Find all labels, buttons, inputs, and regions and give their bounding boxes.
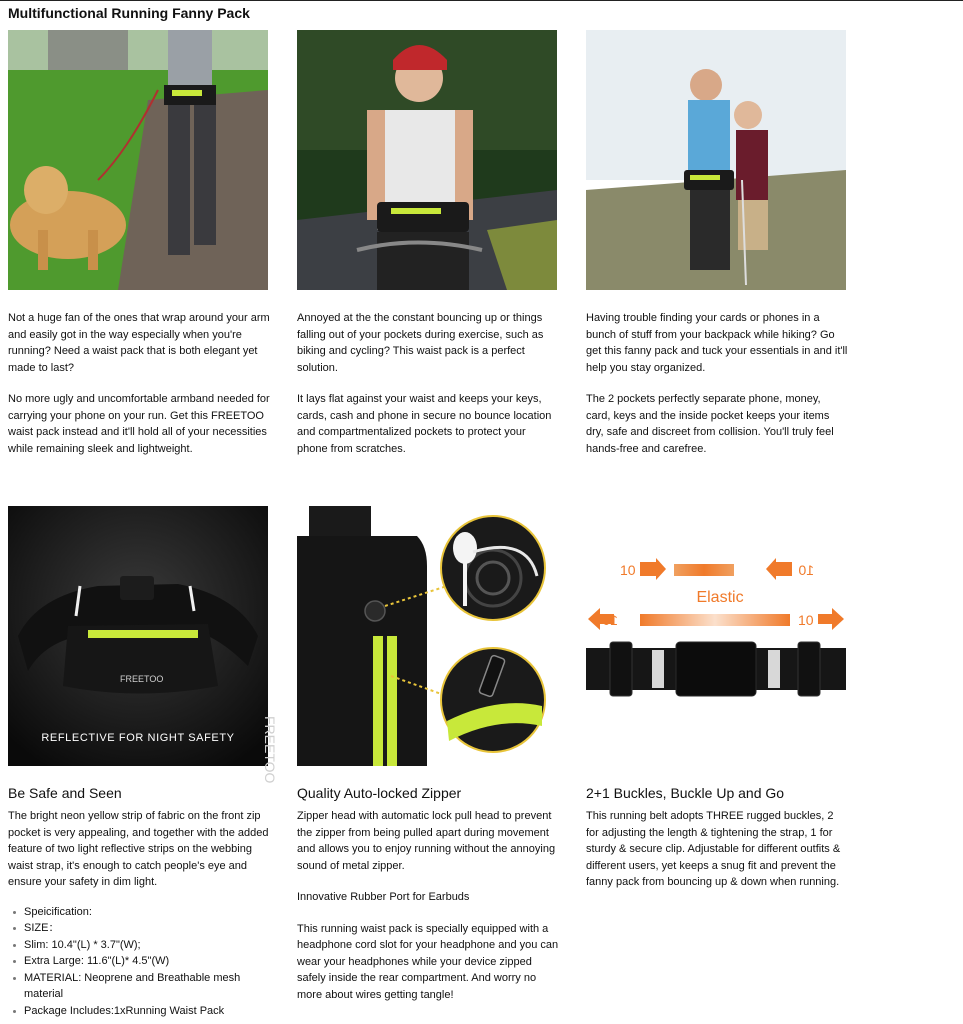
list-item: SIZE： bbox=[8, 920, 270, 937]
subheading: Innovative Rubber Port for Earbuds bbox=[297, 891, 470, 903]
paragraph: The 2 pockets perfectly separate phone, money, card, keys and the inside pocket keeps your items dry, safe and discreet from collision. You'll truly feel hands-free and carefree. bbox=[586, 393, 834, 455]
paragraph: No more ugly and uncomfortable armband needed for carrying your phone on your run. Get this FREETOO waist pack instead and it'll hold all of your necessities while remaining sleek and lightweight. bbox=[8, 393, 270, 455]
paragraph: It lays flat against your waist and keeps your keys, cards, cash and phone in secure no bounce location and compartmentalized pockets to protect your phone from scratches. bbox=[297, 393, 552, 455]
elastic-label: Elastic bbox=[696, 589, 744, 606]
arrow-label: 10 bbox=[798, 612, 814, 628]
reflective-belt-photo bbox=[8, 506, 268, 766]
section-heading: Quality Auto-locked Zipper bbox=[297, 785, 462, 801]
zipper-detail-photo bbox=[262, 506, 557, 784]
paragraph: Annoyed at the the constant bouncing up or things falling out of your pockets during exercise, such as biking and cycling? This waist pack is a perfect solution. bbox=[297, 312, 544, 374]
paragraph: The bright neon yellow strip of fabric on the front zip pocket is very appealing, and together with the added feature of two light reflective strips on the webbing waist strap, it's enough to catch people's eye and ensure your safety in dim light. bbox=[8, 810, 269, 888]
elastic-belt-diagram bbox=[586, 506, 846, 766]
spec-list bbox=[8, 904, 270, 1020]
dog-walk-text bbox=[8, 310, 270, 472]
list-item: Slim: 10.4"(L) * 3.7"(W); bbox=[8, 937, 270, 954]
arrow-label: 10 bbox=[602, 612, 618, 628]
buckles-text bbox=[586, 808, 848, 906]
list-item: Speicification: bbox=[8, 904, 270, 921]
paragraph: Zipper head with automatic lock pull head to prevent the zipper from being pulled apart during movement and allows you to enjoy running without the annoying sound of metal zipper. bbox=[297, 810, 556, 872]
paragraph: This running waist pack is specially equipped with a headphone cord slot for your headphone and you can wear your headphones while your device zipped safely inside the rear compartment. And worry no more about wires getting tangle! bbox=[297, 922, 559, 1001]
arrow-label: 10 bbox=[620, 562, 636, 578]
arrow-label: 10 bbox=[798, 562, 814, 578]
dog-walk-photo bbox=[8, 30, 268, 290]
brand-mark: FREETOO bbox=[120, 674, 164, 684]
safety-text bbox=[8, 808, 270, 1019]
section-heading: 2+1 Buckles, Buckle Up and Go bbox=[586, 785, 785, 801]
hikers-text bbox=[586, 310, 848, 472]
list-item: Package Includes:1xRunning Waist Pack bbox=[8, 1003, 270, 1020]
list-item: MATERIAL: Neoprene and Breathable mesh material bbox=[8, 970, 270, 1003]
top-border bbox=[0, 0, 963, 1]
paragraph: Having trouble finding your cards or phones in a bunch of stuff from your backpack while hiking? Go get this fanny pack and tuck your essentials in and it'll help you stay organized. bbox=[586, 312, 848, 374]
paragraph: This running belt adopts THREE rugged buckles, 2 for adjusting the length & tightening the strap, 1 for sturdy & secure clip. Adjustable for different outfits & different users, yet keeps a snug fit and prevent the fanny pack from bouncing up & down when running. bbox=[586, 810, 841, 888]
cyclist-photo bbox=[297, 30, 557, 290]
section-heading: Be Safe and Seen bbox=[8, 785, 122, 801]
hikers-photo bbox=[586, 30, 846, 290]
paragraph: Not a huge fan of the ones that wrap around your arm and easily got in the way especially when you're running? Need a waist pack that is both elegant yet made to last? bbox=[8, 312, 270, 374]
page-title: Multifunctional Running Fanny Pack bbox=[8, 5, 250, 21]
list-item: Extra Large: 11.6"(L)* 4.5"(W) bbox=[8, 953, 270, 970]
zipper-text bbox=[297, 808, 559, 1018]
cyclist-text bbox=[297, 310, 559, 472]
image-caption: REFLECTIVE FOR NIGHT SAFETY bbox=[41, 732, 235, 744]
brand-mark: FREETOO bbox=[262, 716, 278, 784]
